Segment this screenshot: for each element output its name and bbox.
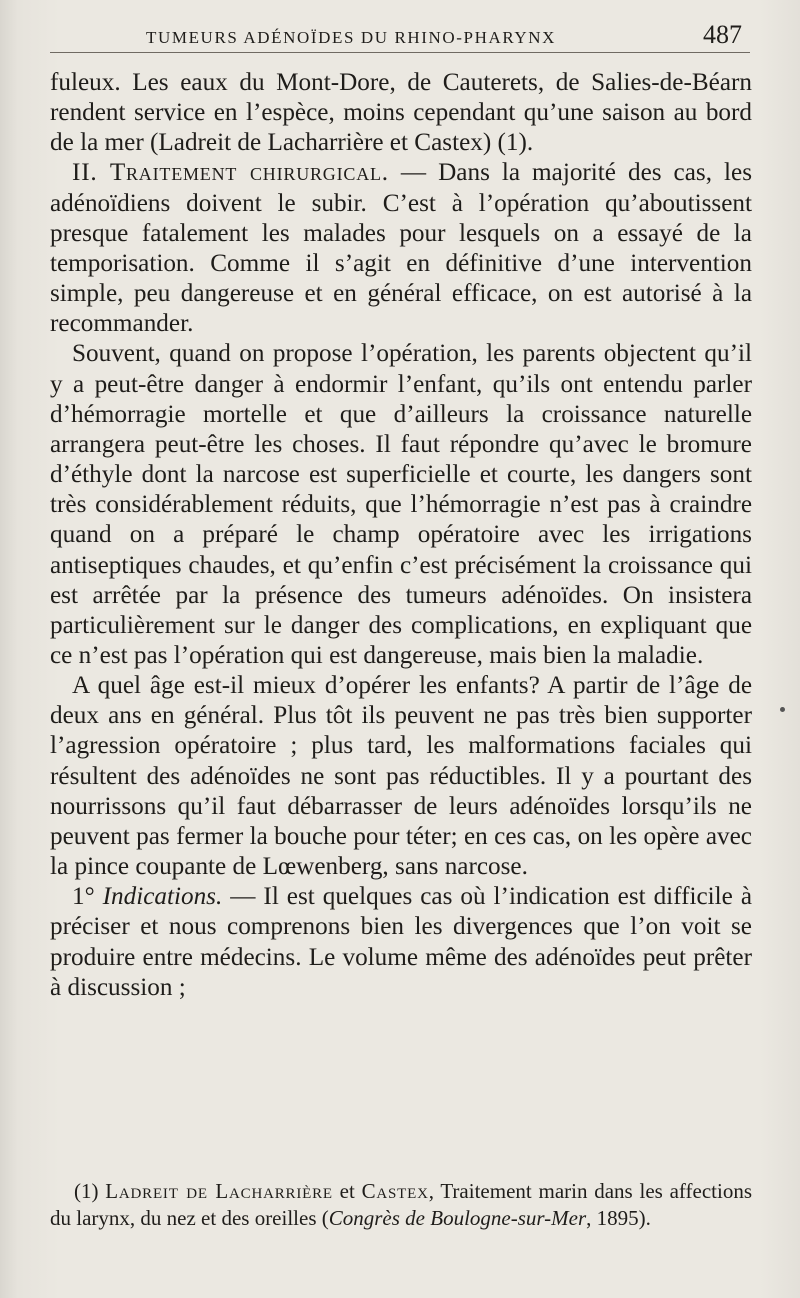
paragraph-operating-age: A quel âge est-il mieux d’opérer les enfants? A partir de l’âge de deux ans en général. Plus tôt ils peuvent ne pas très bien supporter l’agression opératoire ; plus tard, les malformations faciales qui résultent des adénoïdes ne sont pas réductibles. Il y a pourtant des nourrissons qu’il faut débarrasser de leurs adénoïdes lorsqu’ils ne peuvent pas fermer la bouche pour téter; en ces cas, on les opère avec la pince coupante de Lœwenberg, sans narcose. <box>50 672 752 881</box>
subsection-number: 1° <box>72 883 95 911</box>
page-number: 487 <box>703 20 742 49</box>
footnote-title: , Traitement marin dans les affections du larynx, du nez et des oreilles ( <box>50 1179 752 1230</box>
footnote-year: , 1895). <box>586 1206 651 1230</box>
paragraph-parents-objections: Souvent, quand on propose l’opération, les parents objectent qu’il y a peut-être danger à endormir l’enfant, qu’ils ont entendu parler d’hémorragie mortelle et que d’ailleurs la croissance naturelle arrangera peut-être les choses. Il faut répondre qu’avec le bromure d’éthyle dont la narcose est superficielle et courte, les dangers sont très considérablement réduits, que l’hémorragie n’est pas à craindre quand on a préparé le champ opératoire avec les irrigations antiseptiques chaudes, et qu’enfin c’est précisément la croissance qui est arrêtée par la présence des tumeurs adénoïdes. On insistera particulièrement sur le danger des complications, en expliquant que ce n’est pas l’opération qui est dangereuse, mais bien la maladie. <box>50 340 752 669</box>
running-title: TUMEURS ADÉNOÏDES DU RHINO-PHARYNX <box>146 28 556 47</box>
footnote-coauthor: Castex <box>361 1179 429 1203</box>
footnote-connector: et <box>332 1179 362 1203</box>
body-text <box>50 68 752 1003</box>
subsection-heading: Indications. <box>102 883 223 911</box>
paragraph-text: — Il est quelques cas où l’indication est difficile à préciser et nous comprenons bien les divergences que l’on voit se produire entre médecins. Le volume même des adénoïdes peut prêter à discussion ; <box>50 883 753 1001</box>
footnotes <box>50 1178 752 1232</box>
paragraph-text: — Dans la majorité des cas, les adénoïdiens doivent le subir. C’est à l’opération qu’aboutissent presque fatalement les malades pour lesquels on a essayé de la temporisation. Comme il s’agit en définitive d’une intervention simple, peu dangereuse et en général efficace, on est autorisé à la recommander. <box>50 159 752 338</box>
section-heading: II. Traitement chirurgical. <box>72 159 389 187</box>
footnote-venue: Congrès de Boulogne-sur-Mer <box>328 1206 587 1230</box>
footnote-marker: (1) <box>74 1179 99 1203</box>
page-header <box>50 22 750 53</box>
footnote <box>50 1178 752 1232</box>
footnote-authors: Ladreit de Lacharrière <box>105 1179 333 1203</box>
paragraph-indications <box>50 882 752 1003</box>
paragraph-continued: fuleux. Les eaux du Mont-Dore, de Cauterets, de Salies-de-Béarn rendent service en l’espèce, moins cependant qu’une saison au bord de la mer (Ladreit de Lacharrière et Castex) (1). <box>50 69 752 157</box>
paragraph-surgical-treatment <box>50 158 752 339</box>
ink-speck <box>780 707 785 712</box>
